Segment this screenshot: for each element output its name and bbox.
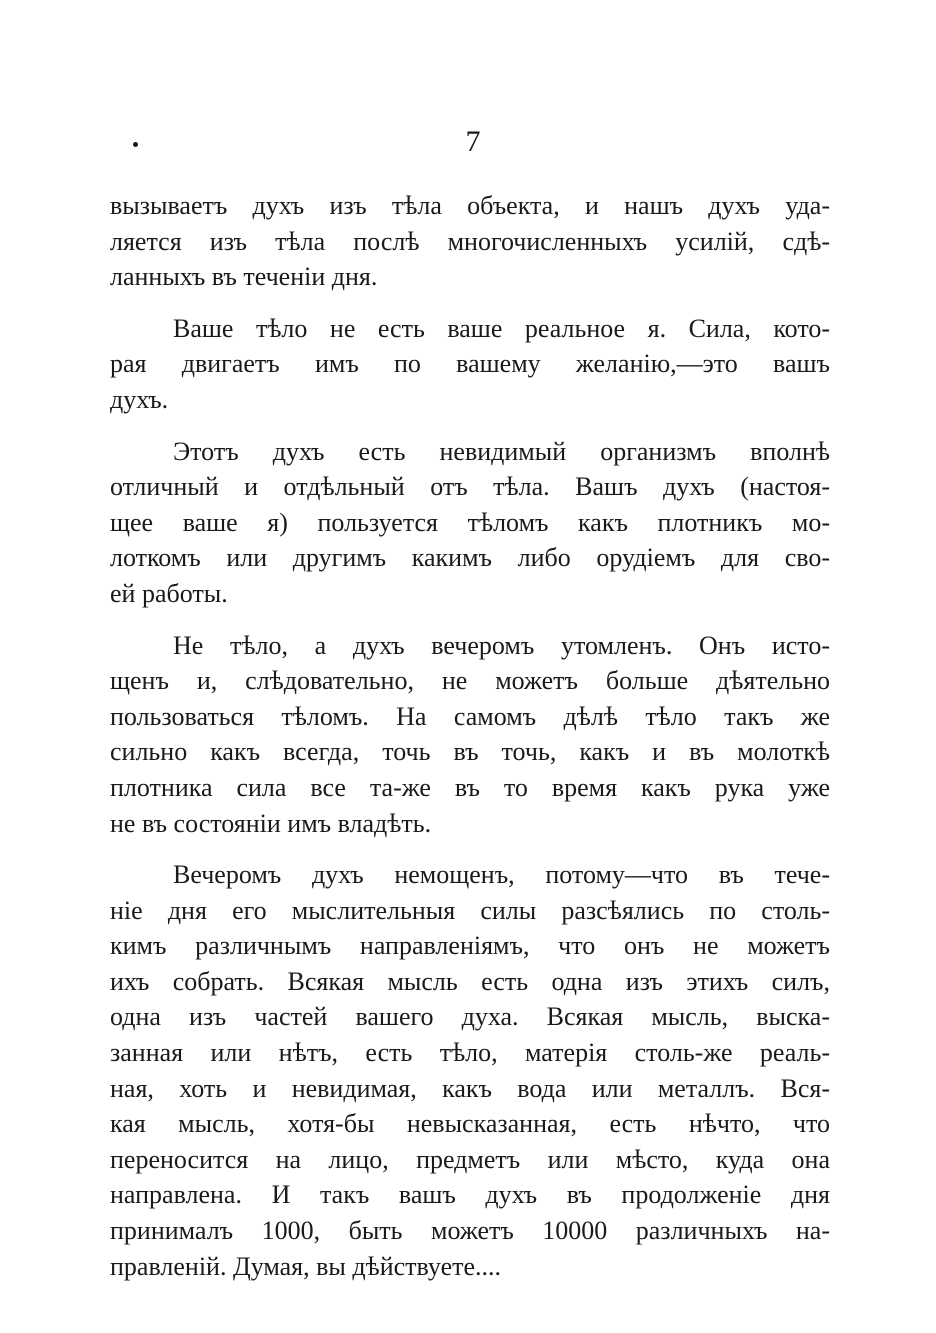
text-line: плотника сила все та-же въ то время какъ рука уже [110,772,830,802]
text-line: пользоваться тѣломъ. На самомъ дѣлѣ тѣло такъ же [110,701,830,731]
page-number: 7 [465,125,481,158]
text-line: направлена. И такъ вашъ духъ въ продолженіе дня [110,1180,830,1210]
text-line: щенъ и, слѣдовательно, не можетъ больше дѣятельно [110,666,830,696]
text-line: ланныхъ въ теченіи дня. [110,262,378,292]
text-line: отличный и отдѣльный отъ тѣла. Вашъ духъ (настоя- [110,472,830,502]
text-line: Не тѣло, а духъ вечеромъ утомленъ. Онъ исто- [173,630,830,660]
paragraph-2 [110,311,830,418]
text-line: не въ состояніи имъ владѣть. [110,808,432,838]
text-line: Этотъ духъ есть невидимый организмъ вполнѣ [173,436,830,466]
paragraph-1 [110,188,830,295]
text-line: кая мысль, хотя-бы невысказанная, есть нѣчто, что [110,1109,830,1139]
paragraph-5 [110,857,830,1284]
text-line: принималъ 1000, быть можетъ 10000 различныхъ на- [110,1216,830,1246]
text-line: одна изъ частей вашего духа. Всякая мысль, выска- [110,1002,830,1032]
text-line: рая двигаетъ имъ по вашему желанію,—это вашъ [110,349,830,379]
print-dot-mark [133,142,138,147]
text-line: переносится на лицо, предметъ или мѣсто, куда она [110,1144,830,1174]
text-line: лоткомъ или другимъ какимъ либо орудіемъ для сво- [110,543,830,573]
text-line: кимъ различнымъ направленіямъ, что онъ не можетъ [110,931,830,961]
text-line: правленій. Думая, вы дѣйствуете.... [110,1251,502,1281]
body-text [110,188,830,1284]
text-line: Ваше тѣло не есть ваше реальное я. Сила, кото- [173,313,830,343]
text-line: ніе дня его мыслительныя силы разсѣялись по столь- [110,895,830,925]
text-line: занная или нѣтъ, есть тѣло, матерія столь-же реаль- [110,1038,830,1068]
text-line: ихъ собрать. Всякая мысль есть одна изъ этихъ силъ, [110,966,830,996]
text-line: вызываетъ духъ изъ тѣла объекта, и нашъ духъ уда- [110,191,830,220]
text-line: ляется изъ тѣла послѣ многочисленныхъ усилій, сдѣ- [110,226,830,256]
text-line: щее ваше я) пользуется тѣломъ какъ плотникъ мо- [110,507,830,537]
text-line: сильно какъ всегда, точь въ точь, какъ и въ молоткѣ [110,737,830,767]
text-line: Вечеромъ духъ немощенъ, потому—что въ тече- [173,860,830,890]
text-line: духъ. [110,384,169,414]
paragraph-4 [110,628,830,842]
text-line: ная, хоть и невидимая, какъ вода или металлъ. Вся- [110,1073,830,1103]
text-line: ей работы. [110,578,228,608]
paragraph-3 [110,434,830,612]
